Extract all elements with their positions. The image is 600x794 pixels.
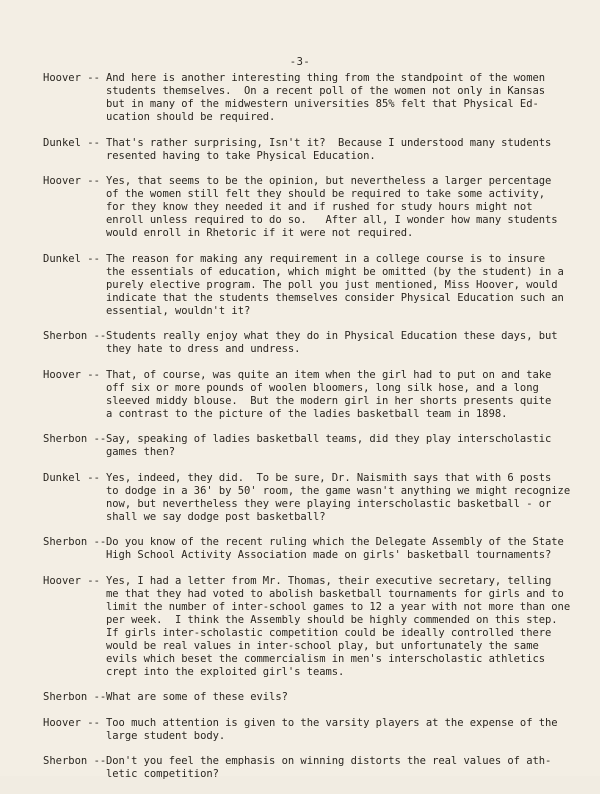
text-line: games then? — [106, 446, 175, 458]
dialogue-entry — [43, 574, 571, 679]
dialogue-entry — [43, 716, 558, 743]
dialogue-text — [106, 175, 558, 240]
speaker-name: Dunkel -- — [43, 252, 100, 265]
text-line: sleeved middy blouse. But the modern girl in her shorts presents quite — [106, 394, 552, 407]
dialogue-text — [106, 433, 551, 459]
speaker-name: Hoover -- — [43, 574, 100, 587]
text-line: purely elective program. The poll you just mentioned, Miss Hoover, would — [106, 278, 558, 291]
dialogue-entry — [43, 330, 558, 356]
dialogue-entry — [43, 175, 558, 240]
text-line: ucation should be required. — [106, 111, 276, 123]
text-line: Yes, that seems to be the opinion, but nevertheless a larger percentage — [106, 175, 552, 187]
text-line: would be real values in inter-school play, but unfortunately the same — [106, 639, 539, 652]
dialogue-entry — [43, 536, 564, 562]
dialogue-text — [106, 755, 551, 781]
text-line: Yes, indeed, they did. To be sure, Dr. Naismith says that with 6 posts — [106, 471, 552, 484]
text-line: for they know they needed it and if rushed for study hours might not — [106, 201, 533, 213]
dialogue-entry — [43, 252, 564, 318]
dialogue-text — [106, 575, 570, 679]
transcript — [43, 72, 571, 794]
text-line: That, of course, was quite an item when the girl had to put on and take — [106, 368, 552, 381]
text-line: High School Activity Association made on girls' basketball tournaments? — [106, 549, 552, 561]
text-line: Say, speaking of ladies basketball teams, did they play interscholastic — [106, 433, 552, 445]
text-line: That's rather surprising, Isn't it? Because I understood many students — [106, 136, 552, 149]
text-line: letic competition? — [106, 768, 219, 780]
text-line: enroll unless required to do so. After all, I wonder how many students — [106, 214, 558, 226]
text-line: resented having to take Physical Education. — [106, 149, 376, 162]
dialogue-entry — [43, 136, 552, 163]
text-line: Too much attention is given to the varsity players at the expense of the — [106, 716, 558, 729]
speaker-name: Sherbon -- — [43, 536, 107, 548]
text-line: Yes, I had a letter from Mr. Thomas, their executive secretary, telling — [106, 574, 552, 587]
text-line: Do you know of the recent ruling which the Delegate Assembly of the State — [106, 536, 564, 548]
dialogue-text — [106, 472, 570, 524]
text-line: to dodge in a 36' by 50' room, the game wasn't anything we might recognize — [106, 484, 571, 497]
speaker-name: Sherbon -- — [43, 691, 107, 703]
dialogue-entry — [43, 691, 543, 704]
dialogue-entry — [43, 433, 552, 459]
text-line: If girls inter-scholastic competition could be ideally controlled there — [106, 626, 552, 639]
text-line: would enroll in Rhetoric if it were not required. — [106, 227, 414, 239]
text-line: me that they had voted to abolish basketball tournaments for girls and to — [106, 587, 564, 600]
dialogue-text — [106, 137, 551, 163]
speaker-name: Hoover -- — [43, 368, 100, 381]
speaker-name: Hoover -- — [43, 72, 100, 84]
text-line: a contrast to the picture of the ladies basketball team in 1898. — [106, 407, 508, 420]
text-line: What are some of these evils? — [106, 691, 288, 703]
speaker-name: Sherbon -- — [43, 330, 107, 342]
text-line: the essentials of education, which might be omitted (by the student) in a — [106, 265, 564, 278]
dialogue-text — [106, 717, 558, 743]
speaker-name: Sherbon -- — [43, 755, 107, 767]
page-number: -3- — [289, 56, 311, 68]
text-line: now, but nevertheless they were playing interscholastic basketball - or — [106, 497, 552, 510]
dialogue-entry — [43, 368, 552, 421]
speaker-name: Hoover -- — [43, 175, 100, 187]
dialogue-text — [106, 330, 558, 356]
text-line: but in many of the midwestern universities 85% felt that Physical Ed- — [106, 98, 539, 110]
text-line: crept into the exploited girl's teams. — [106, 665, 345, 678]
text-line: evils which beset the commercialism in men's interscholastic athletics — [106, 652, 546, 665]
dialogue-text — [106, 72, 545, 124]
text-line: And here is another interesting thing from the standpoint of the women — [106, 72, 546, 84]
text-line: shall we say dodge post basketball? — [106, 510, 326, 523]
speaker-name: Sherbon -- — [43, 433, 107, 445]
text-line: students themselves. On a recent poll of the women not only in Kansas — [106, 85, 546, 97]
text-line: indicate that the students themselves consider Physical Education such an — [106, 291, 564, 304]
dialogue-text — [106, 369, 551, 421]
dialogue-entry — [43, 471, 571, 524]
text-line: off six or more pounds of woolen bloomers, long silk hose, and a long — [106, 381, 539, 394]
text-line: Students really enjoy what they do in Physical Education these days, but — [106, 330, 558, 342]
speaker-name: Hoover -- — [43, 716, 100, 729]
text-line: per week. I think the Assembly should be highly commended on this step. — [106, 613, 558, 626]
text-line: they hate to dress and undress. — [106, 343, 301, 355]
dialogue-text — [106, 691, 543, 704]
dialogue-entry — [43, 72, 546, 124]
text-line: limit the number of inter-school games to 12 a year with not more than one — [106, 600, 571, 613]
text-line: essential, wouldn't it? — [106, 304, 251, 317]
speaker-name: Dunkel -- — [43, 471, 100, 484]
dialogue-text — [106, 536, 564, 562]
dialogue-entry — [43, 755, 552, 781]
text-line: Don't you feel the emphasis on winning distorts the real values of ath- — [106, 755, 552, 767]
text-line: The reason for making any requirement in a college course is to insure — [106, 252, 546, 265]
dialogue-text — [106, 253, 564, 318]
text-line: large student body. — [106, 729, 226, 742]
text-line: of the women still felt they should be required to take some activity, — [106, 188, 546, 200]
speaker-name: Dunkel -- — [43, 136, 100, 149]
